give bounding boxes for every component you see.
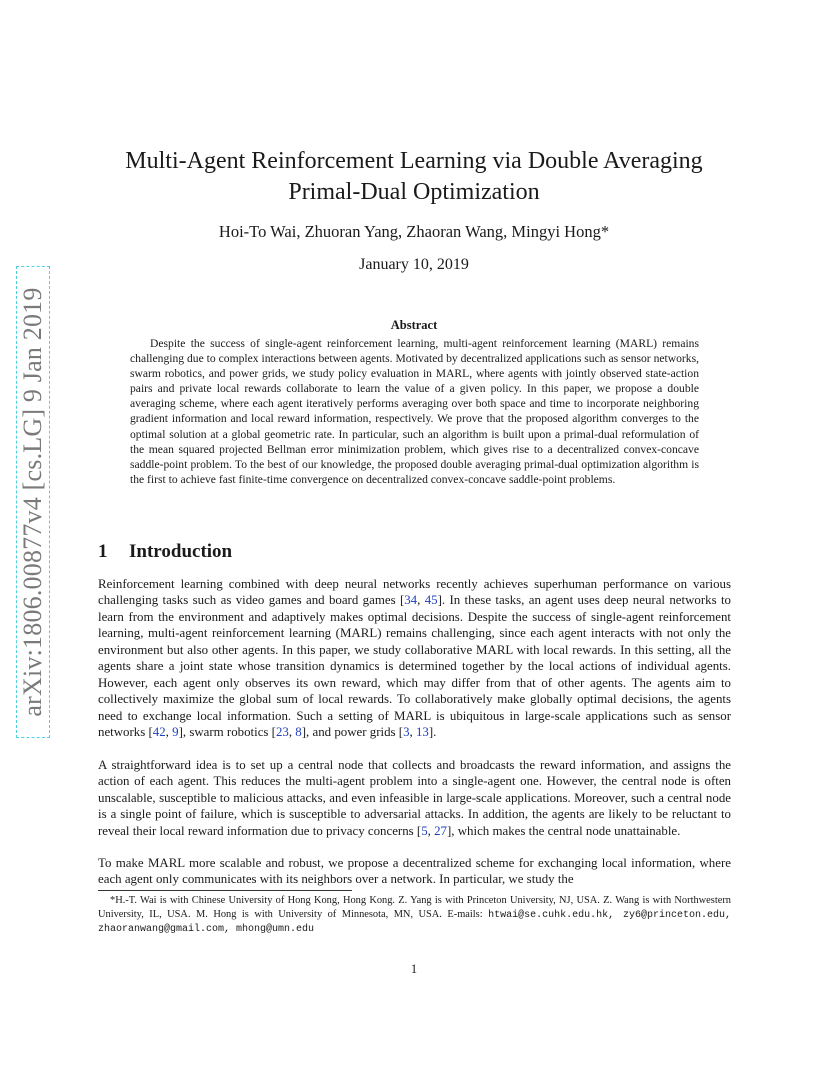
footnote-rule bbox=[98, 890, 352, 891]
footnote-emails: htwai@se.cuhk.edu.hk, zy6@princeton.edu, zhaoranwang@gmail.com, mhong@umn.edu bbox=[98, 909, 731, 936]
page-number: 1 bbox=[410, 962, 418, 976]
section-heading bbox=[98, 541, 232, 563]
authors: Hoi-To Wai, Zhuoran Yang, Zhaoran Wang, Mingyi Hong* bbox=[218, 222, 610, 241]
abstract-heading: Abstract bbox=[390, 318, 438, 332]
paper-title-line-2: Primal-Dual Optimization bbox=[288, 179, 540, 205]
citation-link[interactable]: 23 bbox=[275, 725, 289, 740]
arxiv-id: arXiv:1806.00877v4 [cs.LG] 9 Jan 2019 bbox=[18, 287, 47, 717]
citation-link[interactable]: 34 bbox=[404, 593, 418, 608]
citation-link[interactable]: 13 bbox=[415, 725, 429, 740]
footnote: *H.-T. Wai is with Chinese University of Hong Kong, Hong Kong. Z. Yang is with Princeton University, NJ, USA. Z. Wang is with Northwestern University, IL, USA. M. Hong is with University of Minnesota, MN, USA. E-mails: htwai@se.cuhk.edu.hk, zy6@princeton.edu, zhaoranwang@gmail.com, mhong@umn.edu bbox=[98, 895, 731, 936]
section-title: Introduction bbox=[129, 541, 233, 562]
citation-link[interactable]: 3 bbox=[403, 725, 410, 740]
paper-title-line-1: Multi-Agent Reinforcement Learning via Double Averaging bbox=[125, 148, 703, 174]
abstract-text: Despite the success of single-agent reinforcement learning, multi-agent reinforcement learning (MARL) remains challenging due to complex interactions between agents. Motivated by decentralized applications such as sensor networks, swarm robotics, and power grids, we study policy evaluation in MARL, where agents with jointly observed state-action pairs and private local rewards collaborate to learn the value of a given policy. In this paper, we propose a double averaging scheme, where each agent iteratively performs averaging over both space and time to incorporate neighboring gradient information and local reward information, respectively. We prove that the proposed algorithm converges to the optimal solution at a global geometric rate. In particular, such an algorithm is built upon a primal-dual reformulation of the mean squared projected Bellman error minimization problem, which gives rise to a decentralized convex-concave saddle-point problem. To the best of our knowledge, the proposed double averaging primal-dual optimization algorithm is the first to achieve fast finite-time convergence on decentralized convex-concave saddle-point problems. bbox=[130, 337, 699, 486]
citation-link[interactable]: 5 bbox=[421, 823, 428, 838]
section-number: 1 bbox=[98, 541, 108, 562]
intro-paragraph-1: Reinforcement learning combined with deep neural networks recently achieves superhuman performance on various challenging tasks such as video games and board games [34, 45]. In these tasks, an agent uses deep neural networks to learn from the environment and adaptively makes optimal decisions. Despite the success of single-agent reinforcement learning, multi-agent reinforcement learning (MARL) remains challenging, since each agent interacts with not only the environment but also other agents. In this paper, we study collaborative MARL with local rewards. In this setting, all the agents share a joint state whose transition dynamics is determined together by the local actions of individual agents. However, each agent only observes its own reward, which may differ from that of other agents. The agents aim to collectively maximize the global sum of local rewards. To collaboratively make globally optimal decisions, the agents need to exchange local information. Such a setting of MARL is ubiquitous in large-scale applications such as sensor networks [42, 9], swarm robotics [23, 8], and power grids [3, 13]. bbox=[98, 577, 731, 740]
citation-link[interactable]: 8 bbox=[295, 725, 302, 740]
citation-link[interactable]: 9 bbox=[172, 725, 179, 740]
date: January 10, 2019 bbox=[359, 256, 469, 273]
arxiv-stamp bbox=[16, 266, 50, 738]
citation-link[interactable]: 42 bbox=[152, 725, 166, 740]
citation-link[interactable]: 45 bbox=[424, 593, 438, 608]
intro-paragraph-2: A straightforward idea is to set up a central node that collects and broadcasts the reward information, and assigns the action of each agent. This reduces the multi-agent problem into a single-agent one. However, the central node is often unscalable, susceptible to malicious attacks, and even infeasible in large-scale applications. Moreover, such a central node is a single point of failure, which is susceptible to adversarial attacks. In addition, the agents are likely to be reluctant to reveal their local reward information due to privacy concerns [5, 27], which makes the central node unattainable. bbox=[98, 758, 731, 838]
citation-link[interactable]: 27 bbox=[434, 823, 447, 838]
intro-paragraph-3: To make MARL more scalable and robust, we propose a decentralized scheme for exchanging local information, where each agent only communicates with its neighbors over a network. In particular, we study the bbox=[98, 856, 731, 887]
